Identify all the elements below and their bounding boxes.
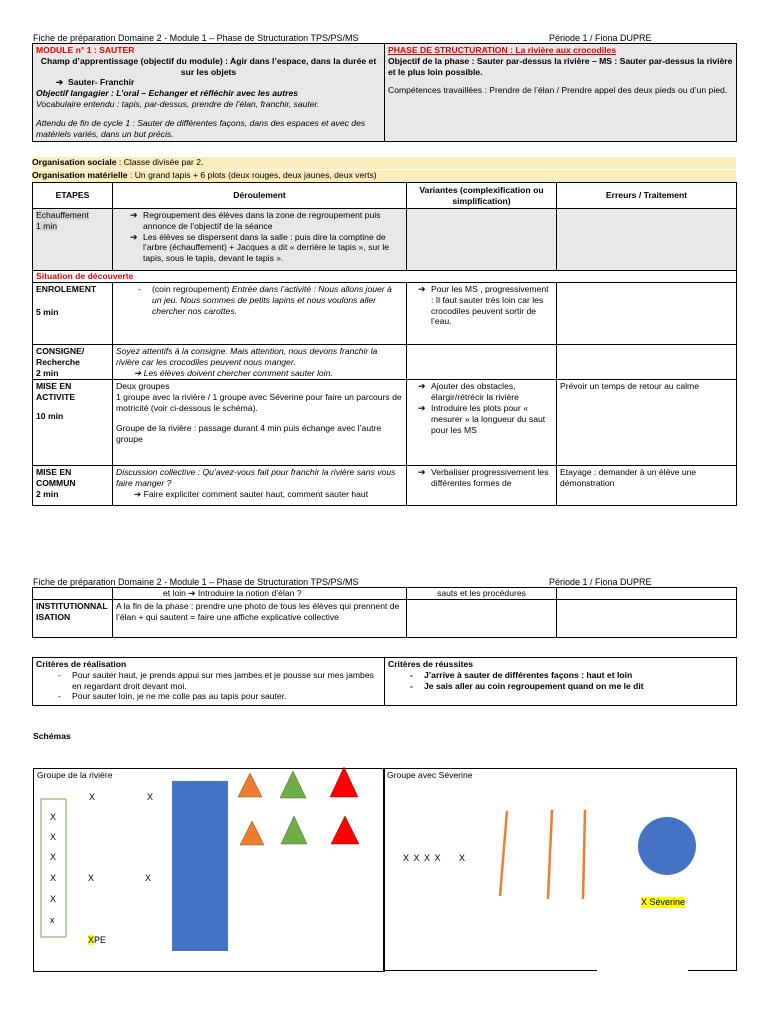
mise-activite-label: MISE EN ACTIVITE	[36, 381, 76, 403]
right-arrow-icon: ➔	[418, 403, 426, 414]
children-group-marker: X X X X	[403, 853, 442, 863]
consigne-label: CONSIGNE/ Recherche	[36, 346, 85, 367]
child-marker: X	[50, 832, 57, 842]
consigne-sub: ➔ Les élèves doivent chercher comment sauter loin.	[134, 367, 333, 378]
module-title: MODULE n° 1 : SAUTER	[36, 45, 135, 55]
triangle-orange-top	[238, 773, 262, 797]
triangle-green-bottom	[281, 816, 307, 844]
page2-header-left: Fiche de préparation Domaine 2 - Module 1 – Phase de Structuration TPS/PS/MS	[33, 577, 359, 587]
schemas-title: Schémas	[33, 731, 71, 741]
tapis-rect	[172, 781, 228, 951]
stick-1	[500, 811, 507, 896]
mise-commun-1: Discussion collective : Qu’avez-vous fait pour franchir la rivière sans vous faire manger ?	[116, 467, 396, 489]
right-arrow-icon: ➔	[418, 381, 426, 392]
right-arrow-icon: ➔	[56, 77, 64, 88]
mise-commun-label: MISE EN COMMUN	[36, 467, 76, 489]
triangle-orange-bottom	[240, 821, 264, 845]
stick-2	[548, 810, 552, 899]
pe-x: X	[88, 935, 95, 945]
mise-activite-1: Deux groupes	[116, 381, 170, 392]
org-sociale-label: Organisation sociale	[32, 157, 117, 167]
vocabulaire: Vocabulaire entendu : tapis, par-dessus, prendre de l’élan, franchir, sauter.	[36, 99, 320, 110]
dash-bullet: -	[58, 669, 61, 680]
list-item: - Je sais aller au coin regroupement quand on me le dit	[410, 680, 644, 691]
dash-bullet: -	[138, 284, 141, 294]
dash-bullet: -	[410, 680, 413, 691]
mise-commun-2: ➔ Faire expliciter comment sauter haut, comment sauter haut	[134, 489, 369, 500]
child-marker: X	[50, 852, 57, 862]
groupe-riviere-label: Groupe de la rivière	[37, 770, 113, 780]
child-marker: X	[50, 873, 57, 883]
mise-activite-erreurs: Prévoir un temps de retour au calme	[557, 380, 737, 466]
org-sociale-text: : Classe divisée par 2.	[116, 157, 204, 167]
mise-activite-3: Groupe de la rivière : passage durant 4 min puis échange avec l’autre groupe	[116, 422, 382, 444]
right-arrow-icon: ➔	[418, 467, 426, 478]
phase-title: PHASE DE STRUCTURATION : La rivière aux crocodiles	[388, 45, 617, 55]
stick-3	[583, 810, 585, 899]
champ-apprentissage: Champ d’apprentissage (objectif du module) : Agir dans l’espace, dans la durée et sur les objets	[40, 55, 377, 77]
dash-bullet: -	[58, 691, 61, 702]
list-item: ➔ Ajouter des obstacles, élargir/rétrécir la rivière	[418, 381, 519, 403]
right-arrow-icon: ➔	[134, 489, 142, 500]
col-deroulement: Déroulement	[113, 183, 407, 209]
cont-deroulement: et loin ➔ Introduire la notion d’élan ?	[113, 588, 407, 600]
sauter-label: Sauter- Franchir	[67, 77, 135, 88]
list-item: ➔ Regroupement des élèves dans la zone de regroupement puis annonce de l’objectif de la séance	[130, 210, 381, 231]
objectif-phase: Objectif de la phase : Sauter par-dessus la rivière – MS : Sauter par-dessus la rivière et le plus loin possible.	[388, 55, 733, 77]
mise-activite-2: 1 groupe avec la rivière / 1 groupe avec Séverine pour faire un parcours de motricité (voir ci-dessous le schéma).	[116, 392, 402, 414]
mise-activite-time: 10 min	[36, 411, 64, 422]
criteres-reussite-title: Critères de réussites	[388, 659, 474, 669]
dash-bullet: -	[410, 669, 413, 680]
groupe-severine-label: Groupe avec Séverine	[387, 770, 473, 780]
right-arrow-icon: ➔	[134, 367, 142, 378]
list-item: - Pour sauter haut, je prends appui sur mes jambes et je pousse sur mes jambes en regardant droit devant moi.	[58, 669, 374, 691]
page1-header-right: Période 1 / Fiona DUPRE	[549, 33, 652, 43]
col-variantes: Variantes (complexification ou simplification)	[407, 183, 557, 209]
child-marker: X	[88, 873, 95, 883]
org-materielle-text: : Un grand tapis + 6 plots (deux rouges, deux jaunes, deux verts)	[127, 170, 377, 180]
child-marker: X	[50, 812, 57, 822]
triangle-red-top	[330, 767, 358, 797]
consigne-time: 2 min	[36, 367, 59, 378]
attendu: Attendu de fin de cycle 1 : Sauter de différentes façons, dans des espaces et avec des matériels variés, dans un but précis.	[36, 117, 366, 139]
list-item: ➔ Pour les MS , progressivement : Il faut sauter très loin car les crocodiles peuvent sortir de l’eau.	[418, 284, 549, 327]
echauffement-label: Echauffement	[36, 210, 89, 220]
right-arrow-icon: ➔	[418, 284, 426, 294]
page1-header-left: Fiche de préparation Domaine 2 - Module 1 – Phase de Structuration TPS/PS/MS	[33, 33, 359, 43]
child-marker: X	[89, 792, 96, 802]
list-item: ➔ Les élèves se dispersent dans la salle : puis dire la comptine de l’arbre (échauffement) + Jacques a dit « derrière le tapis », sur le tapis, sous le tapis, devant le tapis ».	[130, 231, 390, 264]
consigne-text: Soyez attentifs à la consigne. Mais attention, nous devons franchir la rivière car les crocodiles peuvent nous manger.	[116, 346, 378, 367]
pe-label: PE	[94, 935, 107, 945]
col-erreurs: Erreurs / Traitement	[557, 183, 737, 209]
list-item: ➔ Introduire les plots pour « mesurer » la longueur du saut pour les MS	[418, 403, 546, 435]
child-marker: X	[145, 873, 152, 883]
criteres-realisation-title: Critères de réalisation	[36, 659, 127, 669]
list-item: - (coin regroupement) Entrée dans l’activité : Nous allons jouer à un jeu. Nous sommes de petits lapins et nous voulons aller chercher nos carottes.	[138, 284, 392, 316]
child-marker: X	[50, 894, 57, 904]
enrolement-label: ENROLEMENT	[36, 284, 97, 294]
severine-circle	[638, 817, 696, 875]
mise-commun-time: 2 min	[36, 489, 59, 500]
right-arrow-icon: ➔	[130, 231, 138, 242]
child-marker: X	[147, 792, 154, 802]
right-arrow-icon: ➔	[130, 210, 138, 220]
triangle-red-bottom	[331, 816, 359, 844]
competences: Compétences travaillées : Prendre de l’élan / Prendre appel des deux pieds ou d’un pied.	[388, 85, 728, 96]
objectif-langagier: Objectif langagier : L’oral – Echanger et réfléchir avec les autres	[36, 88, 299, 99]
triangle-green-top	[280, 771, 306, 798]
org-materielle-label: Organisation matérielle	[32, 170, 128, 180]
institution-label: INSTITUTIONNALISATION	[33, 600, 113, 638]
cont-variantes: sauts et les procédures	[407, 588, 557, 600]
child-marker: x	[50, 915, 55, 925]
list-item: - Pour sauter loin, je ne me colle pas au tapis pour sauter.	[58, 691, 287, 702]
severine-label: X Séverine	[641, 897, 686, 907]
list-item: ➔ Verbaliser progressivement les différentes formes de	[418, 467, 549, 489]
mise-commun-erreurs: Etayage : demander à un élève une démonstration	[557, 466, 737, 506]
situation-decouverte: Situation de découverte	[33, 271, 737, 283]
list-item: - J’arrive à sauter de différentes façons : haut et loin	[410, 669, 633, 680]
pe-marker	[88, 935, 106, 946]
col-etapes: ETAPES	[33, 183, 113, 209]
child-marker: X	[459, 853, 466, 863]
echauffement-time: 1 min	[36, 220, 58, 231]
institution-text: A la fin de la phase : prendre une photo de tous les élèves qui prennent de l’élan + qui sautent = faire une affiche explicative collective	[113, 600, 407, 638]
enrolement-time: 5 min	[36, 306, 59, 317]
page2-header-right: Période 1 / Fiona DUPRE	[549, 577, 652, 587]
